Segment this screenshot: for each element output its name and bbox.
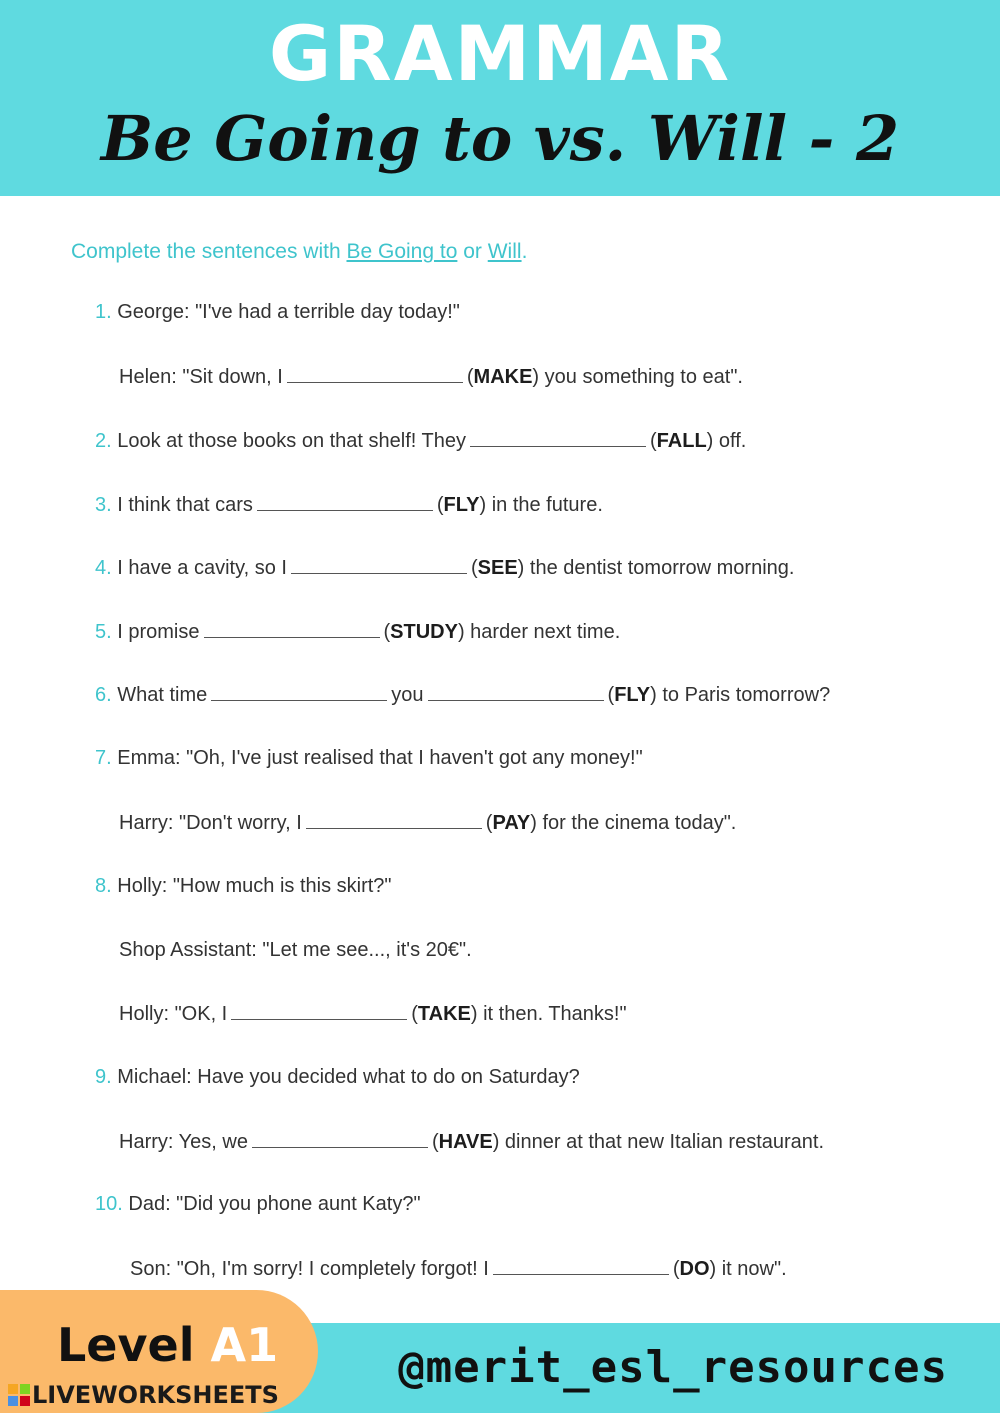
question-number: 10.	[95, 1193, 123, 1215]
question-text: ) off.	[706, 430, 747, 452]
question-text: you	[391, 684, 424, 706]
question-text: Harry: Yes, we	[119, 1131, 248, 1153]
question-8-line-2	[119, 938, 472, 962]
question-text: ) dinner at that new Italian restaurant.	[492, 1131, 825, 1153]
level-word: Level	[57, 1318, 195, 1372]
question-9	[95, 1065, 580, 1089]
level-label	[57, 1318, 278, 1372]
answer-blank[interactable]	[493, 1256, 669, 1275]
question-number: 8.	[95, 875, 112, 897]
answer-blank[interactable]	[428, 682, 604, 701]
verb-hint: FLY	[614, 684, 651, 706]
question-2: 2. Look at those books on that shelf! They (FALL) off.	[95, 430, 747, 452]
answer-blank[interactable]	[257, 492, 433, 511]
instructions-suffix: .	[521, 240, 528, 263]
question-text: Holly: "OK, I	[119, 1003, 228, 1025]
verb-hint: HAVE	[438, 1131, 493, 1153]
option-going-to: Be Going to	[346, 240, 458, 263]
question-10	[95, 1192, 421, 1216]
question-text: George: "I've had a terrible day today!"	[117, 301, 460, 323]
question-6: 6. What time you (FLY) to Paris tomorrow?	[95, 684, 831, 706]
question-number: 9.	[95, 1066, 112, 1088]
question-9-response: Harry: Yes, we (HAVE) dinner at that new Italian restaurant.	[119, 1131, 825, 1153]
question-8-response: Holly: "OK, I (TAKE) it then. Thanks!"	[119, 1003, 627, 1025]
question-text: ) for the cinema today".	[530, 812, 737, 834]
question-text: ) harder next time.	[457, 621, 621, 643]
liveworksheets-logo-icon	[8, 1384, 30, 1406]
header-banner	[0, 0, 1000, 196]
question-text: Shop Assistant: "Let me see..., it's 20€".	[119, 939, 472, 961]
question-text: Michael: Have you decided what to do on Saturday?	[117, 1066, 580, 1088]
question-5: 5. I promise (STUDY) harder next time.	[95, 621, 621, 643]
question-number: 3.	[95, 494, 112, 516]
verb-hint: DO	[679, 1258, 710, 1280]
verb-hint: FLY	[443, 494, 480, 516]
answer-blank[interactable]	[211, 682, 387, 701]
question-text: Harry: "Don't worry, I	[119, 812, 302, 834]
question-text: ) it then. Thanks!"	[470, 1003, 627, 1025]
question-number: 7.	[95, 747, 112, 769]
answer-blank[interactable]	[306, 810, 482, 829]
worksheet-title: Be Going to vs. Will - 2	[100, 102, 900, 175]
question-text: Helen: "Sit down, I	[119, 366, 283, 388]
question-1	[95, 300, 460, 324]
question-number: 4.	[95, 557, 112, 579]
question-text: ) to Paris tomorrow?	[650, 684, 831, 706]
verb-hint: SEE	[477, 557, 518, 579]
question-7-response: Harry: "Don't worry, I (PAY) for the cinema today".	[119, 812, 737, 834]
question-3: 3. I think that cars (FLY) in the future.	[95, 494, 603, 516]
answer-blank[interactable]	[252, 1129, 428, 1148]
option-will: Will	[487, 240, 522, 263]
verb-hint: FALL	[656, 430, 707, 452]
question-text: I have a cavity, so I	[117, 557, 287, 579]
answer-blank[interactable]	[470, 428, 646, 447]
watermark-text: LIVEWORKSHEETS	[32, 1381, 279, 1409]
question-7	[95, 746, 643, 770]
answer-blank[interactable]	[287, 364, 463, 383]
question-text: ) the dentist tomorrow morning.	[517, 557, 795, 579]
verb-hint: STUDY	[390, 621, 458, 643]
question-text: ) in the future.	[479, 494, 603, 516]
instructions	[71, 240, 527, 264]
question-text: Holly: "How much is this skirt?"	[117, 875, 392, 897]
question-text: ) it now".	[709, 1258, 787, 1280]
question-4: 4. I have a cavity, so I (SEE) the dentist tomorrow morning.	[95, 557, 795, 579]
answer-blank[interactable]	[231, 1001, 407, 1020]
question-number: 5.	[95, 621, 112, 643]
verb-hint: MAKE	[473, 366, 533, 388]
level-value: A1	[210, 1318, 279, 1372]
question-number: 6.	[95, 684, 112, 706]
answer-blank[interactable]	[291, 555, 467, 574]
verb-hint: PAY	[492, 812, 531, 834]
answer-blank[interactable]	[204, 619, 380, 638]
grammar-kicker: GRAMMAR	[268, 9, 732, 98]
question-text: ) you something to eat".	[532, 366, 743, 388]
question-1-response: Helen: "Sit down, I (MAKE) you something to eat".	[119, 366, 743, 388]
question-number: 2.	[95, 430, 112, 452]
liveworksheets-watermark	[8, 1381, 279, 1409]
question-number: 1.	[95, 301, 112, 323]
question-text: Look at those books on that shelf! They	[117, 430, 466, 452]
question-text: What time	[117, 684, 208, 706]
question-text: Emma: "Oh, I've just realised that I haven't got any money!"	[117, 747, 643, 769]
social-handle: @merit_esl_resources	[398, 1342, 948, 1393]
question-text: I promise	[117, 621, 200, 643]
question-text: Dad: "Did you phone aunt Katy?"	[128, 1193, 421, 1215]
question-text: Son: "Oh, I'm sorry! I completely forgot! I	[130, 1258, 489, 1280]
question-text: I think that cars	[117, 494, 253, 516]
instructions-prefix: Complete the sentences with	[71, 240, 347, 263]
verb-hint: TAKE	[417, 1003, 471, 1025]
question-10-response: Son: "Oh, I'm sorry! I completely forgot! I (DO) it now".	[130, 1258, 787, 1280]
instructions-middle: or	[457, 240, 488, 263]
question-8	[95, 874, 392, 898]
